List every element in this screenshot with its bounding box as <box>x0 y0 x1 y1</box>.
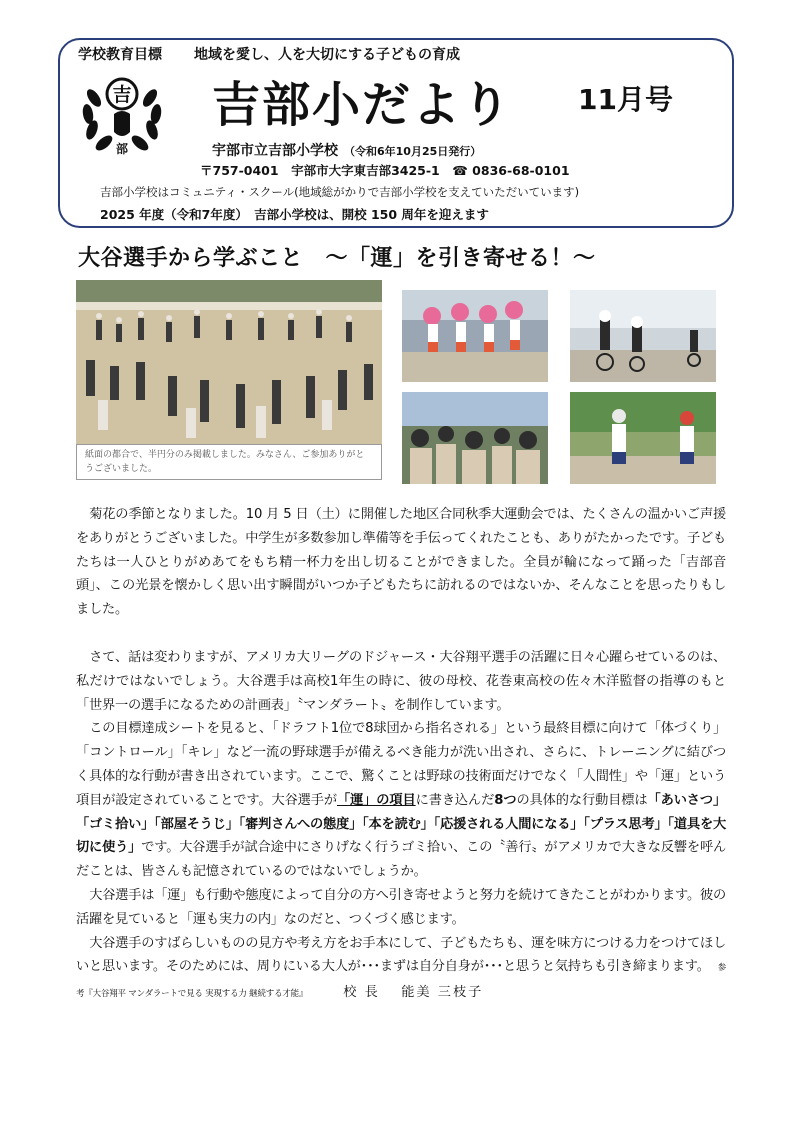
school-emblem <box>76 68 168 158</box>
goal-label: 学校教育目標 <box>78 47 162 63</box>
paragraph-mandalart-a: この目標達成シートを見ると、「ドラフト1位で8球団から指名される」という最終目標に向けて「体づくり」「コントロール」「キレ」など一流の野球選手が備えるべき能力が洗い出され、さらに、トレーニングに結びつく具体的な行動が書き出されています。ここで、驚くことは野球の技術面だけでなく「人間性」や「運」という項目が設定されていることです。大谷選手が <box>76 721 726 808</box>
paragraph-luck: 大谷選手は「運」も行動や態度によって自分の方へ引き寄せようと努力を続けてきたことがわかります。彼の活躍を見ていると「運も実力の内」なのだと、つくづく感じます。 <box>76 887 726 927</box>
reference-note: 参考『大谷翔平 マンダラートで見る 実現する力 継続する才能』 <box>76 963 726 1000</box>
paragraph-mandalart <box>76 717 726 884</box>
community-school-note: 吉部小学校はコミュニティ・スクール(地域総がかりで吉部小学校を支えていただいています) <box>100 185 580 199</box>
school-name-text: 宇部市立吉部小学校 <box>212 143 338 159</box>
school-goal <box>78 44 460 64</box>
principal-signature: 校 長 能美 三枝子 <box>343 985 484 1001</box>
anniversary-note: 2025 年度（令和7年度） 吉部小学校は、開校 150 周年を迎えます <box>100 207 489 222</box>
goal-text: 地域を愛し、人を大切にする子どもの育成 <box>194 47 460 63</box>
paragraph-mandalart-d: です。大谷選手が試合途中にさりげなく行うゴミ拾い、この〝善行〟がアメリカで大きな反響を呼んだことは、皆さんも記憶されているのではないでしょうか。 <box>76 840 726 880</box>
school-name <box>212 140 481 160</box>
sports-day-dance-photo <box>76 280 382 444</box>
spectators-photo <box>402 392 548 484</box>
paragraph-sports-day: 菊花の季節となりました。10 月 5 日（土）に開催した地区合同秋季大運動会では、たくさんの温かいご声援をありがとうございました。中学生が多数参加し準備等を手伝ってくれたことも、ありがたかったです。子どもたちは一人ひとりがめあてをもち精一杯力を出し切ることができました。全員が輪になって踊った「吉部音頭」、この光景を懐かしく思い出す瞬間がいつか子どもたちに訪れるのではないか、そんなことを思ったりもしました。 <box>76 507 726 618</box>
paragraph-mandalart-b: に書き込んだ <box>415 792 495 808</box>
cheer-squad-photo <box>402 290 548 382</box>
emblem-character: 吉 <box>112 84 132 106</box>
photo-caption: 紙面の都合で、半円分のみ掲載しました。みなさん、ご参加ありがとうございました。 <box>76 444 382 480</box>
school-address: 〒757-0401 宇部市大字東吉部3425-1 ☎ 0836-68-0101 <box>200 163 570 178</box>
eight-highlight: 8つ <box>494 792 517 808</box>
publish-date: （令和6年10月25日発行） <box>344 145 482 158</box>
luck-item-highlight: 「運」の項目 <box>337 792 416 808</box>
newsletter-title: 吉部小だより <box>212 77 513 133</box>
paragraph-closing <box>76 932 726 1007</box>
paragraph-ohtani-intro: さて、話は変わりますが、アメリカ大リーグのドジャース・大谷翔平選手の活躍に日々心躍らせているのは、私だけではないでしょう。大谷選手は高校1年生の時に、彼の母校、花巻東高校の佐々木洋監督の指導のもと「世界一の選手になるための計画表」〝マンダラート〟を制作しています。 <box>76 649 726 713</box>
emblem-sub-character: 部 <box>115 142 129 156</box>
article-title: 大谷選手から学ぶこと ～「運」を引き寄せる！～ <box>78 246 596 271</box>
paragraph-closing-text: 大谷選手のすばらしいものの見方や考え方をお手本にして、子どもたちも、運を味方につける力をつけてほしいと思います。そのためには、周りにいる大人が･･･まずは自分自身が･･･と思うと気持ちも引き締まります。 <box>76 935 726 975</box>
article-body <box>76 503 726 1007</box>
issue-number: 11月号 <box>578 83 673 116</box>
paragraph-mandalart-c: の具体的な行動目標は <box>516 792 648 808</box>
unicycle-photo <box>570 290 716 382</box>
kids-race-photo <box>570 392 716 484</box>
action-goals-highlight: 「あいさつ」「ゴミ拾い」「部屋そうじ」「審判さんへの態度」「本を読む」「応援される人間になる」「プラス思考」「道具を大切に使う」 <box>76 792 726 856</box>
